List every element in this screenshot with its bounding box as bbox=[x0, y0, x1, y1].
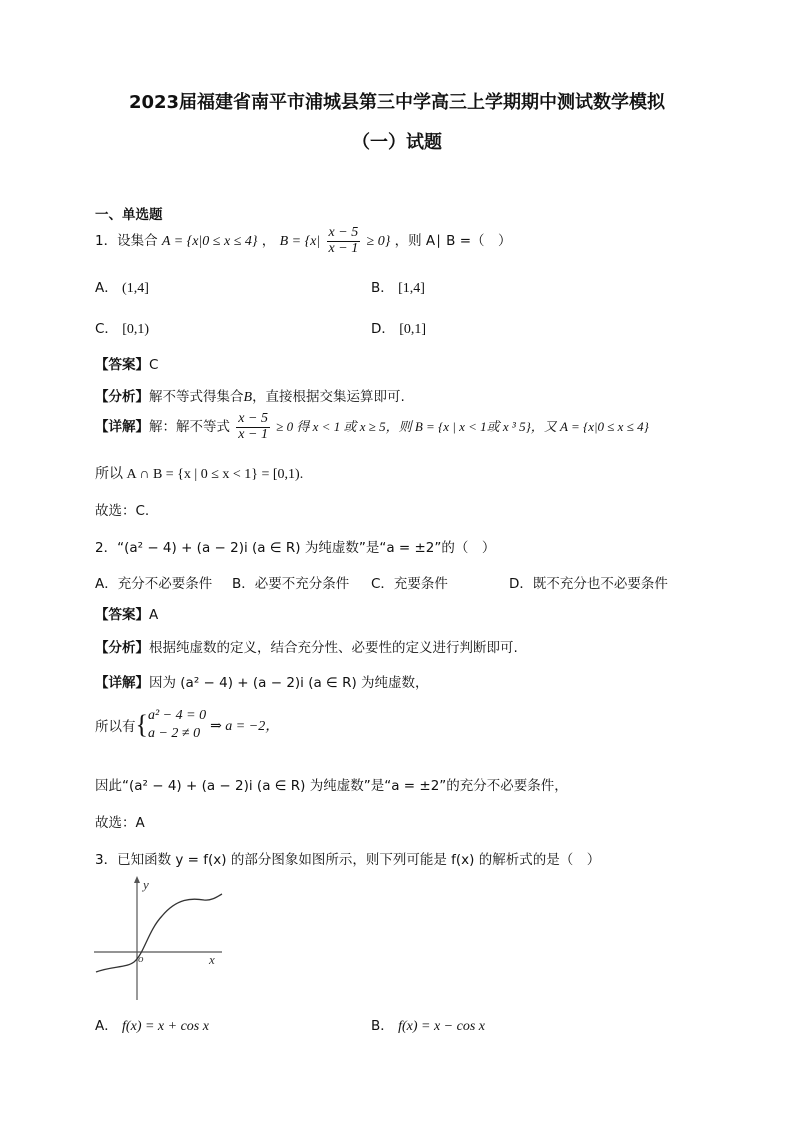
q2-analysis bbox=[95, 636, 518, 656]
q1-set-b-suffix: ≥ 0} bbox=[366, 234, 391, 249]
q1-answer bbox=[95, 353, 158, 373]
q2-analysis-text: 根据纯虚数的定义，结合充分性、必要性的定义进行判断即可. bbox=[149, 640, 518, 656]
q2-detail bbox=[95, 671, 429, 691]
q1-fraction bbox=[327, 226, 361, 256]
section-heading: 一、单选题 bbox=[95, 207, 163, 223]
q2-option-b: B．必要不充分条件 bbox=[232, 576, 350, 592]
q1-option-b-label: B． bbox=[371, 280, 394, 296]
q3-option-a-label: A． bbox=[95, 1018, 118, 1034]
q2-system-eq1: a² − 4 = 0 bbox=[147, 708, 207, 723]
q1-detail-pre: 解：解不等式 bbox=[149, 419, 230, 435]
q1-option-d-value: [0,1] bbox=[399, 322, 427, 337]
graph-x-label: x bbox=[209, 952, 215, 967]
detail-tag: 【详解】 bbox=[95, 419, 149, 435]
q1-choice: 故选：C. bbox=[95, 503, 150, 519]
q1-option-a-label: A． bbox=[95, 280, 118, 296]
analysis-tag: 【分析】 bbox=[95, 640, 149, 656]
q1-option-d-label: D． bbox=[371, 321, 395, 337]
detail-tag: 【详解】 bbox=[95, 675, 149, 691]
y-axis-arrow-icon bbox=[134, 876, 140, 883]
q1-detail-mid: ≥ 0 得 x < 1 或 x ≥ 5，则 B = {x | x < 1或 x ³ 5}，又 A = {x|0 ≤ x ≤ 4} bbox=[276, 419, 649, 434]
q2-so-pre: 所以有 bbox=[95, 719, 136, 736]
graph-origin-label: o bbox=[138, 953, 144, 965]
q2-therefore: 因此“(a² − 4) + (a − 2)i (a ∈ R) 为纯虚数”是“a = ±2”的充分不必要条件， bbox=[95, 778, 568, 794]
q1-detail-line2: 所以 A ∩ B = {x | 0 ≤ x < 1} = [0,1). bbox=[95, 467, 304, 482]
q3-option-b-label: B． bbox=[371, 1018, 394, 1034]
answer-tag: 【答案】 bbox=[95, 357, 149, 373]
q1-option-c-value: [0,1) bbox=[122, 322, 150, 337]
q3-option-a bbox=[95, 1014, 209, 1035]
q1-option-d bbox=[371, 317, 426, 338]
q1-detail bbox=[95, 411, 649, 443]
q1-detail-fraction-numerator: x − 5 bbox=[238, 410, 268, 426]
q1-option-c-label: C． bbox=[95, 321, 118, 337]
q1-set-b-prefix: B = {x| bbox=[279, 234, 321, 249]
q1-stem bbox=[95, 225, 512, 258]
q2-choice: 故选：A bbox=[95, 815, 145, 831]
q1-option-b bbox=[371, 276, 425, 297]
q1-number: 1．设集合 bbox=[95, 233, 158, 249]
q3-stem: 3．已知函数 y = f(x) 的部分图象如图所示，则下列可能是 f(x) 的解析式的是（ ） bbox=[95, 852, 601, 868]
q1-fraction-numerator: x − 5 bbox=[328, 224, 359, 240]
q2-system-eq2: a − 2 ≠ 0 bbox=[147, 726, 201, 742]
q1-detail-fraction bbox=[236, 412, 270, 442]
q2-system bbox=[95, 707, 279, 743]
q1-answer-value: C bbox=[149, 357, 159, 373]
q2-option-a: A．充分不必要条件 bbox=[95, 576, 213, 592]
graph-y-label: y bbox=[143, 877, 149, 892]
q1-comma: ， bbox=[261, 233, 276, 249]
q1-analysis-pre: 解不等式得集合 bbox=[149, 389, 244, 405]
q3-option-b bbox=[371, 1014, 485, 1035]
q1-tail: ，则 A∣ B =（ ） bbox=[394, 233, 512, 249]
q3-option-b-value: f(x) = x − cos x bbox=[398, 1019, 485, 1034]
q2-system-equations bbox=[148, 707, 206, 743]
q1-analysis-var: B bbox=[243, 390, 253, 405]
page-title: 2023届福建省南平市浦城县第三中学高三上学期期中测试数学模拟 bbox=[128, 92, 666, 113]
q2-detail-text: 因为 (a² − 4) + (a − 2)i (a ∈ R) 为纯虚数， bbox=[149, 675, 429, 691]
q1-detail-fraction-denominator: x − 1 bbox=[238, 426, 268, 442]
left-brace: { bbox=[135, 710, 148, 740]
q1-option-c bbox=[95, 317, 149, 338]
q2-option-d: D．既不充分也不必要条件 bbox=[509, 576, 668, 592]
analysis-tag: 【分析】 bbox=[95, 389, 149, 405]
q1-option-b-value: [1,4] bbox=[398, 281, 425, 296]
q1-analysis-post: ，直接根据交集运算即可. bbox=[252, 389, 405, 405]
q1-option-a bbox=[95, 276, 149, 297]
q1-option-a-value: (1,4] bbox=[122, 281, 149, 296]
answer-tag: 【答案】 bbox=[95, 607, 149, 623]
q2-option-c: C．充要条件 bbox=[371, 576, 448, 592]
function-curve bbox=[96, 894, 222, 972]
q2-answer bbox=[95, 603, 158, 623]
q3-option-a-value: f(x) = x + cos x bbox=[122, 1019, 209, 1034]
q2-stem: 2．“(a² − 4) + (a − 2)i (a ∈ R) 为纯虚数”是“a = ±2”的（ ） bbox=[95, 540, 496, 556]
q1-analysis bbox=[95, 385, 405, 406]
q2-so-post: ⇒ a = −2， bbox=[210, 719, 280, 735]
q3-function-graph bbox=[92, 876, 227, 1002]
page-subtitle: （一）试题 bbox=[352, 132, 442, 153]
q1-set-a: A = {x|0 ≤ x ≤ 4} bbox=[161, 234, 258, 249]
q1-fraction-denominator: x − 1 bbox=[328, 240, 359, 256]
q2-answer-value: A bbox=[149, 607, 159, 623]
